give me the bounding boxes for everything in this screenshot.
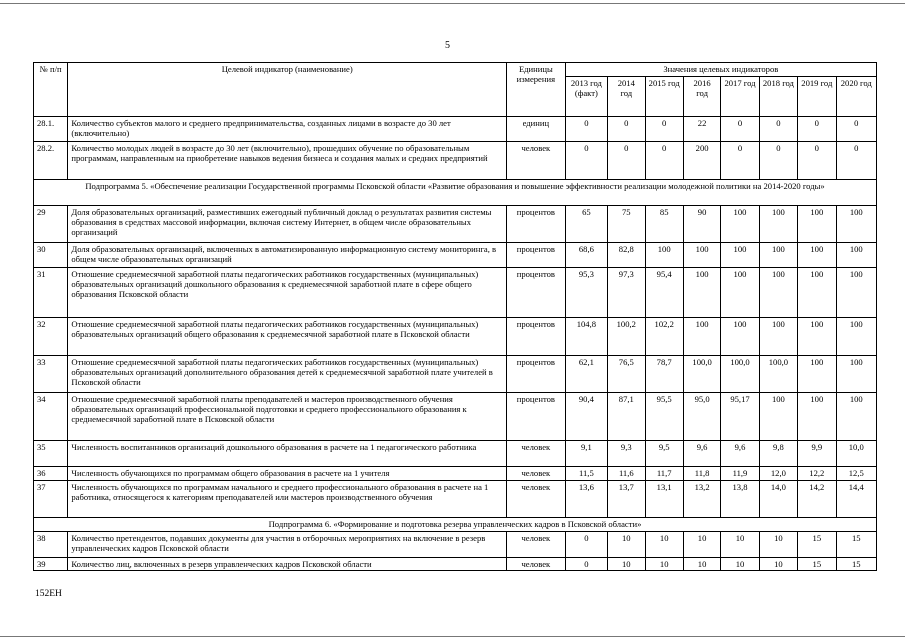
value-cell: 95,0 — [683, 393, 720, 441]
value-cell: 0 — [565, 532, 607, 558]
value-cell: 0 — [798, 117, 836, 142]
value-cell: 11,5 — [565, 467, 607, 481]
unit-cell: человек — [507, 558, 566, 571]
table-row — [34, 532, 877, 558]
value-cell: 100,0 — [721, 356, 759, 393]
value-cell: 10 — [645, 558, 683, 571]
value-cell: 85 — [645, 206, 683, 243]
value-cell: 100 — [721, 206, 759, 243]
value-cell: 82,8 — [608, 243, 645, 268]
value-cell: 100 — [759, 393, 797, 441]
value-cell: 100 — [836, 318, 876, 356]
row-number: 32 — [34, 318, 68, 356]
value-cell: 12,5 — [836, 467, 876, 481]
header-num: № п/п — [34, 63, 68, 117]
value-cell: 95,4 — [645, 268, 683, 318]
unit-cell: единиц — [507, 117, 566, 142]
table-row — [34, 142, 877, 180]
value-cell: 75 — [608, 206, 645, 243]
value-cell: 95,5 — [645, 393, 683, 441]
header-row-top — [34, 63, 877, 77]
indicator-name: Доля образовательных организаций, разместивших ежегодный публичный доклад о результатах развития системы образования в средствах массовой информации, включая систему Интернет, в общем числе образовательных организаций — [68, 206, 507, 243]
subprogram-title: Подпрограмма 5. «Обеспечение реализации Государственной программы Псковской области «Развитие образования и повышение эффективности реализации молодежной политики на 2014-2020 годы» — [34, 180, 877, 206]
table-row — [34, 206, 877, 243]
value-cell: 9,1 — [565, 441, 607, 467]
header-year: 2019 год — [798, 77, 836, 117]
indicator-name: Отношение среднемесячной заработной платы преподавателей и мастеров производственного обучения образовательных организаций профессиональной подготовки и среднего профессионального образования к среднемесячной заработной плате в Псковской области — [68, 393, 507, 441]
row-number: 29 — [34, 206, 68, 243]
indicator-name: Численность воспитанников организаций дошкольного образования в расчете на 1 педагогического работника — [68, 441, 507, 467]
value-cell: 13,6 — [565, 481, 607, 518]
value-cell: 10 — [683, 532, 720, 558]
value-cell: 22 — [683, 117, 720, 142]
value-cell: 100 — [798, 243, 836, 268]
value-cell: 100 — [759, 206, 797, 243]
header-unit: Единицы измерения — [507, 63, 566, 117]
value-cell: 0 — [565, 142, 607, 180]
unit-cell: процентов — [507, 268, 566, 318]
value-cell: 97,3 — [608, 268, 645, 318]
unit-cell: процентов — [507, 206, 566, 243]
value-cell: 14,4 — [836, 481, 876, 518]
table-row — [34, 441, 877, 467]
indicator-name: Количество претендентов, подавших документы для участия в отборочных мероприятиях на включение в резерв управленческих кадров Псковской области — [68, 532, 507, 558]
value-cell: 100 — [798, 393, 836, 441]
indicator-name: Отношение среднемесячной заработной платы педагогических работников государственных (муниципальных) образовательных организаций дошкольного образования к среднемесячной заработной плате в сфере общего образования Псковской области — [68, 268, 507, 318]
row-number: 34 — [34, 393, 68, 441]
header-values-group: Значения целевых индикаторов — [565, 63, 876, 77]
row-number: 36 — [34, 467, 68, 481]
indicator-name: Отношение среднемесячной заработной платы педагогических работников государственных (муниципальных) образовательных организаций дополнительного образования детей к среднемесячной заработной плате учителей в Псковской области — [68, 356, 507, 393]
header-year: 2014 год — [608, 77, 645, 117]
header-year: 2018 год — [759, 77, 797, 117]
table-row — [34, 481, 877, 518]
row-number: 33 — [34, 356, 68, 393]
value-cell: 100 — [798, 356, 836, 393]
value-cell: 0 — [836, 142, 876, 180]
row-number: 35 — [34, 441, 68, 467]
unit-cell: человек — [507, 142, 566, 180]
unit-cell: человек — [507, 467, 566, 481]
value-cell: 95,3 — [565, 268, 607, 318]
unit-cell: человек — [507, 532, 566, 558]
value-cell: 100 — [836, 356, 876, 393]
value-cell: 0 — [836, 117, 876, 142]
value-cell: 13,7 — [608, 481, 645, 518]
header-year: 2015 год — [645, 77, 683, 117]
value-cell: 10 — [608, 558, 645, 571]
value-cell: 76,5 — [608, 356, 645, 393]
value-cell: 100 — [721, 268, 759, 318]
table-row — [34, 356, 877, 393]
unit-cell: человек — [507, 481, 566, 518]
value-cell: 0 — [565, 117, 607, 142]
value-cell: 9,3 — [608, 441, 645, 467]
indicator-name: Количество молодых людей в возрасте до 30 лет (включительно), прошедших обучение по образовательным программам, направленным на приобретение навыков ведения бизнеса и создания малых и средних предприятий — [68, 142, 507, 180]
value-cell: 100 — [683, 268, 720, 318]
value-cell: 9,8 — [759, 441, 797, 467]
header-indicator: Целевой индикатор (наименование) — [68, 63, 507, 117]
unit-cell: процентов — [507, 393, 566, 441]
indicator-name: Доля образовательных организаций, включенных в автоматизированную информационную систему мониторинга, в общем числе образовательных организаций — [68, 243, 507, 268]
value-cell: 100 — [759, 268, 797, 318]
value-cell: 104,8 — [565, 318, 607, 356]
value-cell: 100 — [721, 243, 759, 268]
value-cell: 100 — [836, 393, 876, 441]
value-cell: 12,2 — [798, 467, 836, 481]
value-cell: 9,9 — [798, 441, 836, 467]
page-number: 5 — [445, 40, 450, 51]
target-indicators-table — [33, 62, 877, 571]
value-cell: 100 — [721, 318, 759, 356]
value-cell: 100,0 — [759, 356, 797, 393]
value-cell: 65 — [565, 206, 607, 243]
value-cell: 0 — [759, 117, 797, 142]
value-cell: 78,7 — [645, 356, 683, 393]
unit-cell: процентов — [507, 356, 566, 393]
value-cell: 0 — [645, 117, 683, 142]
value-cell: 100 — [836, 268, 876, 318]
table-row — [34, 243, 877, 268]
value-cell: 100 — [759, 318, 797, 356]
row-number: 30 — [34, 243, 68, 268]
row-number: 28.1. — [34, 117, 68, 142]
value-cell: 0 — [721, 142, 759, 180]
table-row — [34, 467, 877, 481]
value-cell: 0 — [565, 558, 607, 571]
unit-cell: процентов — [507, 318, 566, 356]
value-cell: 12,0 — [759, 467, 797, 481]
value-cell: 13,8 — [721, 481, 759, 518]
value-cell: 0 — [759, 142, 797, 180]
value-cell: 100 — [683, 243, 720, 268]
scan-edge-bottom — [0, 636, 905, 637]
indicator-name: Количество лиц, включенных в резерв управленческих кадров Псковской области — [68, 558, 507, 571]
value-cell: 200 — [683, 142, 720, 180]
value-cell: 10 — [759, 532, 797, 558]
unit-cell: процентов — [507, 243, 566, 268]
indicator-name: Отношение среднемесячной заработной платы педагогических работников государственных (муниципальных) образовательных организаций общего образования к среднемесячной заработной плате в Псковской области — [68, 318, 507, 356]
value-cell: 100 — [836, 206, 876, 243]
scan-edge-top — [0, 3, 905, 4]
row-number: 38 — [34, 532, 68, 558]
value-cell: 10 — [645, 532, 683, 558]
header-year: 2016 год — [683, 77, 720, 117]
value-cell: 10,0 — [836, 441, 876, 467]
document-code: 152ЕН — [35, 589, 62, 599]
value-cell: 100 — [798, 318, 836, 356]
value-cell: 100 — [836, 243, 876, 268]
row-number: 37 — [34, 481, 68, 518]
row-number: 39 — [34, 558, 68, 571]
value-cell: 10 — [683, 558, 720, 571]
value-cell: 100,0 — [683, 356, 720, 393]
value-cell: 14,0 — [759, 481, 797, 518]
value-cell: 0 — [608, 117, 645, 142]
table-row — [34, 558, 877, 571]
value-cell: 95,17 — [721, 393, 759, 441]
value-cell: 100 — [798, 268, 836, 318]
subprogram-title: Подпрограмма 6. «Формирование и подготовка резерва управленческих кадров в Псковской области» — [34, 518, 877, 532]
value-cell: 11,7 — [645, 467, 683, 481]
value-cell: 10 — [721, 558, 759, 571]
header-year: 2013 год (факт) — [565, 77, 607, 117]
subprogram-row — [34, 180, 877, 206]
value-cell: 90 — [683, 206, 720, 243]
value-cell: 100,2 — [608, 318, 645, 356]
value-cell: 11,6 — [608, 467, 645, 481]
value-cell: 100 — [683, 318, 720, 356]
value-cell: 15 — [798, 532, 836, 558]
unit-cell: человек — [507, 441, 566, 467]
value-cell: 13,1 — [645, 481, 683, 518]
value-cell: 100 — [759, 243, 797, 268]
value-cell: 87,1 — [608, 393, 645, 441]
row-number: 31 — [34, 268, 68, 318]
value-cell: 13,2 — [683, 481, 720, 518]
value-cell: 11,9 — [721, 467, 759, 481]
value-cell: 10 — [721, 532, 759, 558]
value-cell: 15 — [798, 558, 836, 571]
value-cell: 9,6 — [683, 441, 720, 467]
table-row — [34, 117, 877, 142]
value-cell: 11,8 — [683, 467, 720, 481]
subprogram-row — [34, 518, 877, 532]
value-cell: 14,2 — [798, 481, 836, 518]
value-cell: 100 — [798, 206, 836, 243]
value-cell: 62,1 — [565, 356, 607, 393]
header-year: 2017 год — [721, 77, 759, 117]
value-cell: 0 — [721, 117, 759, 142]
value-cell: 102,2 — [645, 318, 683, 356]
value-cell: 9,5 — [645, 441, 683, 467]
value-cell: 15 — [836, 558, 876, 571]
value-cell: 9,6 — [721, 441, 759, 467]
value-cell: 10 — [608, 532, 645, 558]
value-cell: 100 — [645, 243, 683, 268]
value-cell: 68,6 — [565, 243, 607, 268]
value-cell: 90,4 — [565, 393, 607, 441]
value-cell: 0 — [608, 142, 645, 180]
indicator-name: Численность обучающихся по программам общего образования в расчете на 1 учителя — [68, 467, 507, 481]
value-cell: 10 — [759, 558, 797, 571]
table-row — [34, 318, 877, 356]
value-cell: 0 — [798, 142, 836, 180]
table-row — [34, 268, 877, 318]
indicator-name: Численность обучающихся по программам начального и среднего профессионального образования в расчете на 1 работника, относящегося к категориям преподавателей или мастеров производственного обучения — [68, 481, 507, 518]
value-cell: 15 — [836, 532, 876, 558]
table-row — [34, 393, 877, 441]
header-year: 2020 год — [836, 77, 876, 117]
value-cell: 0 — [645, 142, 683, 180]
indicator-name: Количество субъектов малого и среднего предпринимательства, созданных лицами в возрасте до 30 лет (включительно) — [68, 117, 507, 142]
row-number: 28.2. — [34, 142, 68, 180]
